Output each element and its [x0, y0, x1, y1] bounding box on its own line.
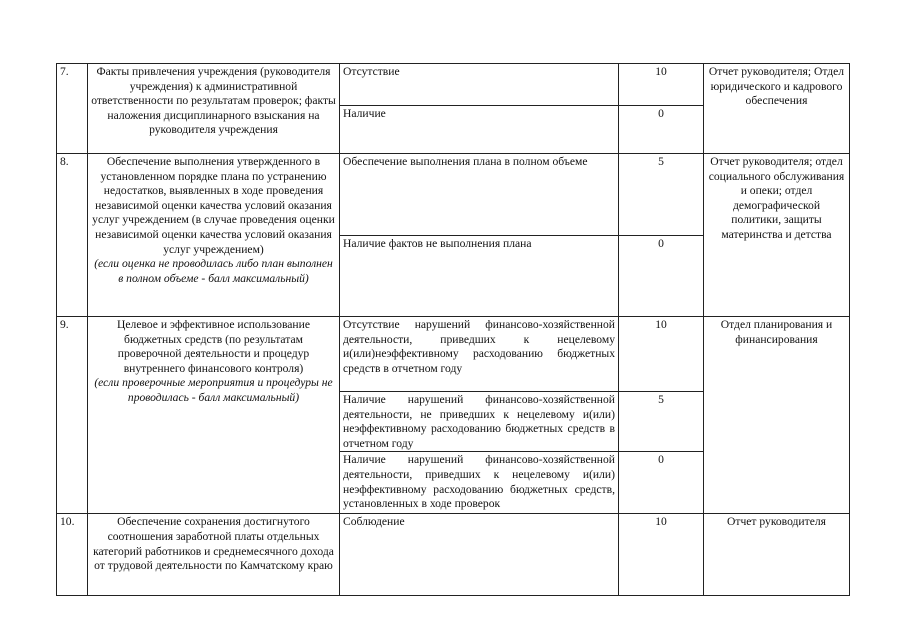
option-description: Наличие [340, 106, 619, 154]
criterion-cell [88, 64, 340, 154]
score-cell: 10 [619, 317, 704, 392]
criterion-text: Обеспечение выполнения утвержденного в установленном порядке плана по устранению недостатков, выявленных в ходе проведения независимой оценки качества условий оказания услуг учреждением (в случае проведения оценки независимой оценки качества условий оказания услуг учреждением) [92, 155, 335, 256]
option-description: Обеспечение выполнения плана в полном объеме [340, 154, 619, 236]
option-description: Наличие нарушений финансово-хозяйственной деятельности, не приведших к нецелевому и(или) неэффективному расходованию бюджетных средств в отчетном году [340, 392, 619, 452]
row-number: 8. [57, 154, 88, 317]
score-cell: 5 [619, 392, 704, 452]
option-description: Отсутствие [340, 64, 619, 106]
score-cell: 10 [619, 64, 704, 106]
option-description: Наличие нарушений финансово-хозяйственной деятельности, приведших к нецелевому и(или) неэффективному расходованию бюджетных средств, установленных в ходе проверок [340, 452, 619, 514]
table-row [57, 317, 850, 392]
source-cell: Отчет руководителя; отдел социального обслуживания и опеки; отдел демографической политики, защиты материнства и детства [704, 154, 850, 317]
criterion-text: Целевое и эффективное использование бюджетных средств (по результатам проверочной деятельности и процедур внутреннего финансового контроля) [117, 318, 310, 375]
option-description: Соблюдение [340, 514, 619, 596]
criterion-note: (если проверочные мероприятия и процедуры не проводилась - балл максимальный) [94, 376, 333, 404]
score-cell: 10 [619, 514, 704, 596]
criterion-cell [88, 317, 340, 514]
criterion-text: Обеспечение сохранения достигнутого соотношения заработной платы отдельных категорий работников и среднемесячного дохода от трудовой деятельности по Камчатскому краю [93, 515, 334, 573]
score-cell: 0 [619, 236, 704, 317]
option-description: Наличие фактов не выполнения плана [340, 236, 619, 317]
score-cell: 0 [619, 106, 704, 154]
criterion-text: Факты привлечения учреждения (руководителя учреждения) к административной ответственности по результатам проверок; факты наложения дисциплинарного взыскания на руководителя учреждения [91, 65, 336, 137]
score-cell: 0 [619, 452, 704, 514]
criteria-table [56, 63, 850, 596]
option-description: Отсутствие нарушений финансово-хозяйственной деятельности, приведших к нецелевому и(или)неэффективному расходованию бюджетных средств в отчетном году [340, 317, 619, 392]
source-cell: Отчет руководителя; Отдел юридического и кадрового обеспечения [704, 64, 850, 154]
row-number: 9. [57, 317, 88, 514]
row-number: 10. [57, 514, 88, 596]
table-row [57, 514, 850, 596]
criterion-cell [88, 514, 340, 596]
source-cell: Отдел планирования и финансирования [704, 317, 850, 514]
table-row [57, 64, 850, 106]
score-cell: 5 [619, 154, 704, 236]
table-row [57, 154, 850, 236]
row-number: 7. [57, 64, 88, 154]
criterion-cell [88, 154, 340, 317]
source-cell: Отчет руководителя [704, 514, 850, 596]
criterion-note: (если оценка не проводилась либо план выполнен в полном объеме - балл максимальный) [94, 257, 333, 285]
